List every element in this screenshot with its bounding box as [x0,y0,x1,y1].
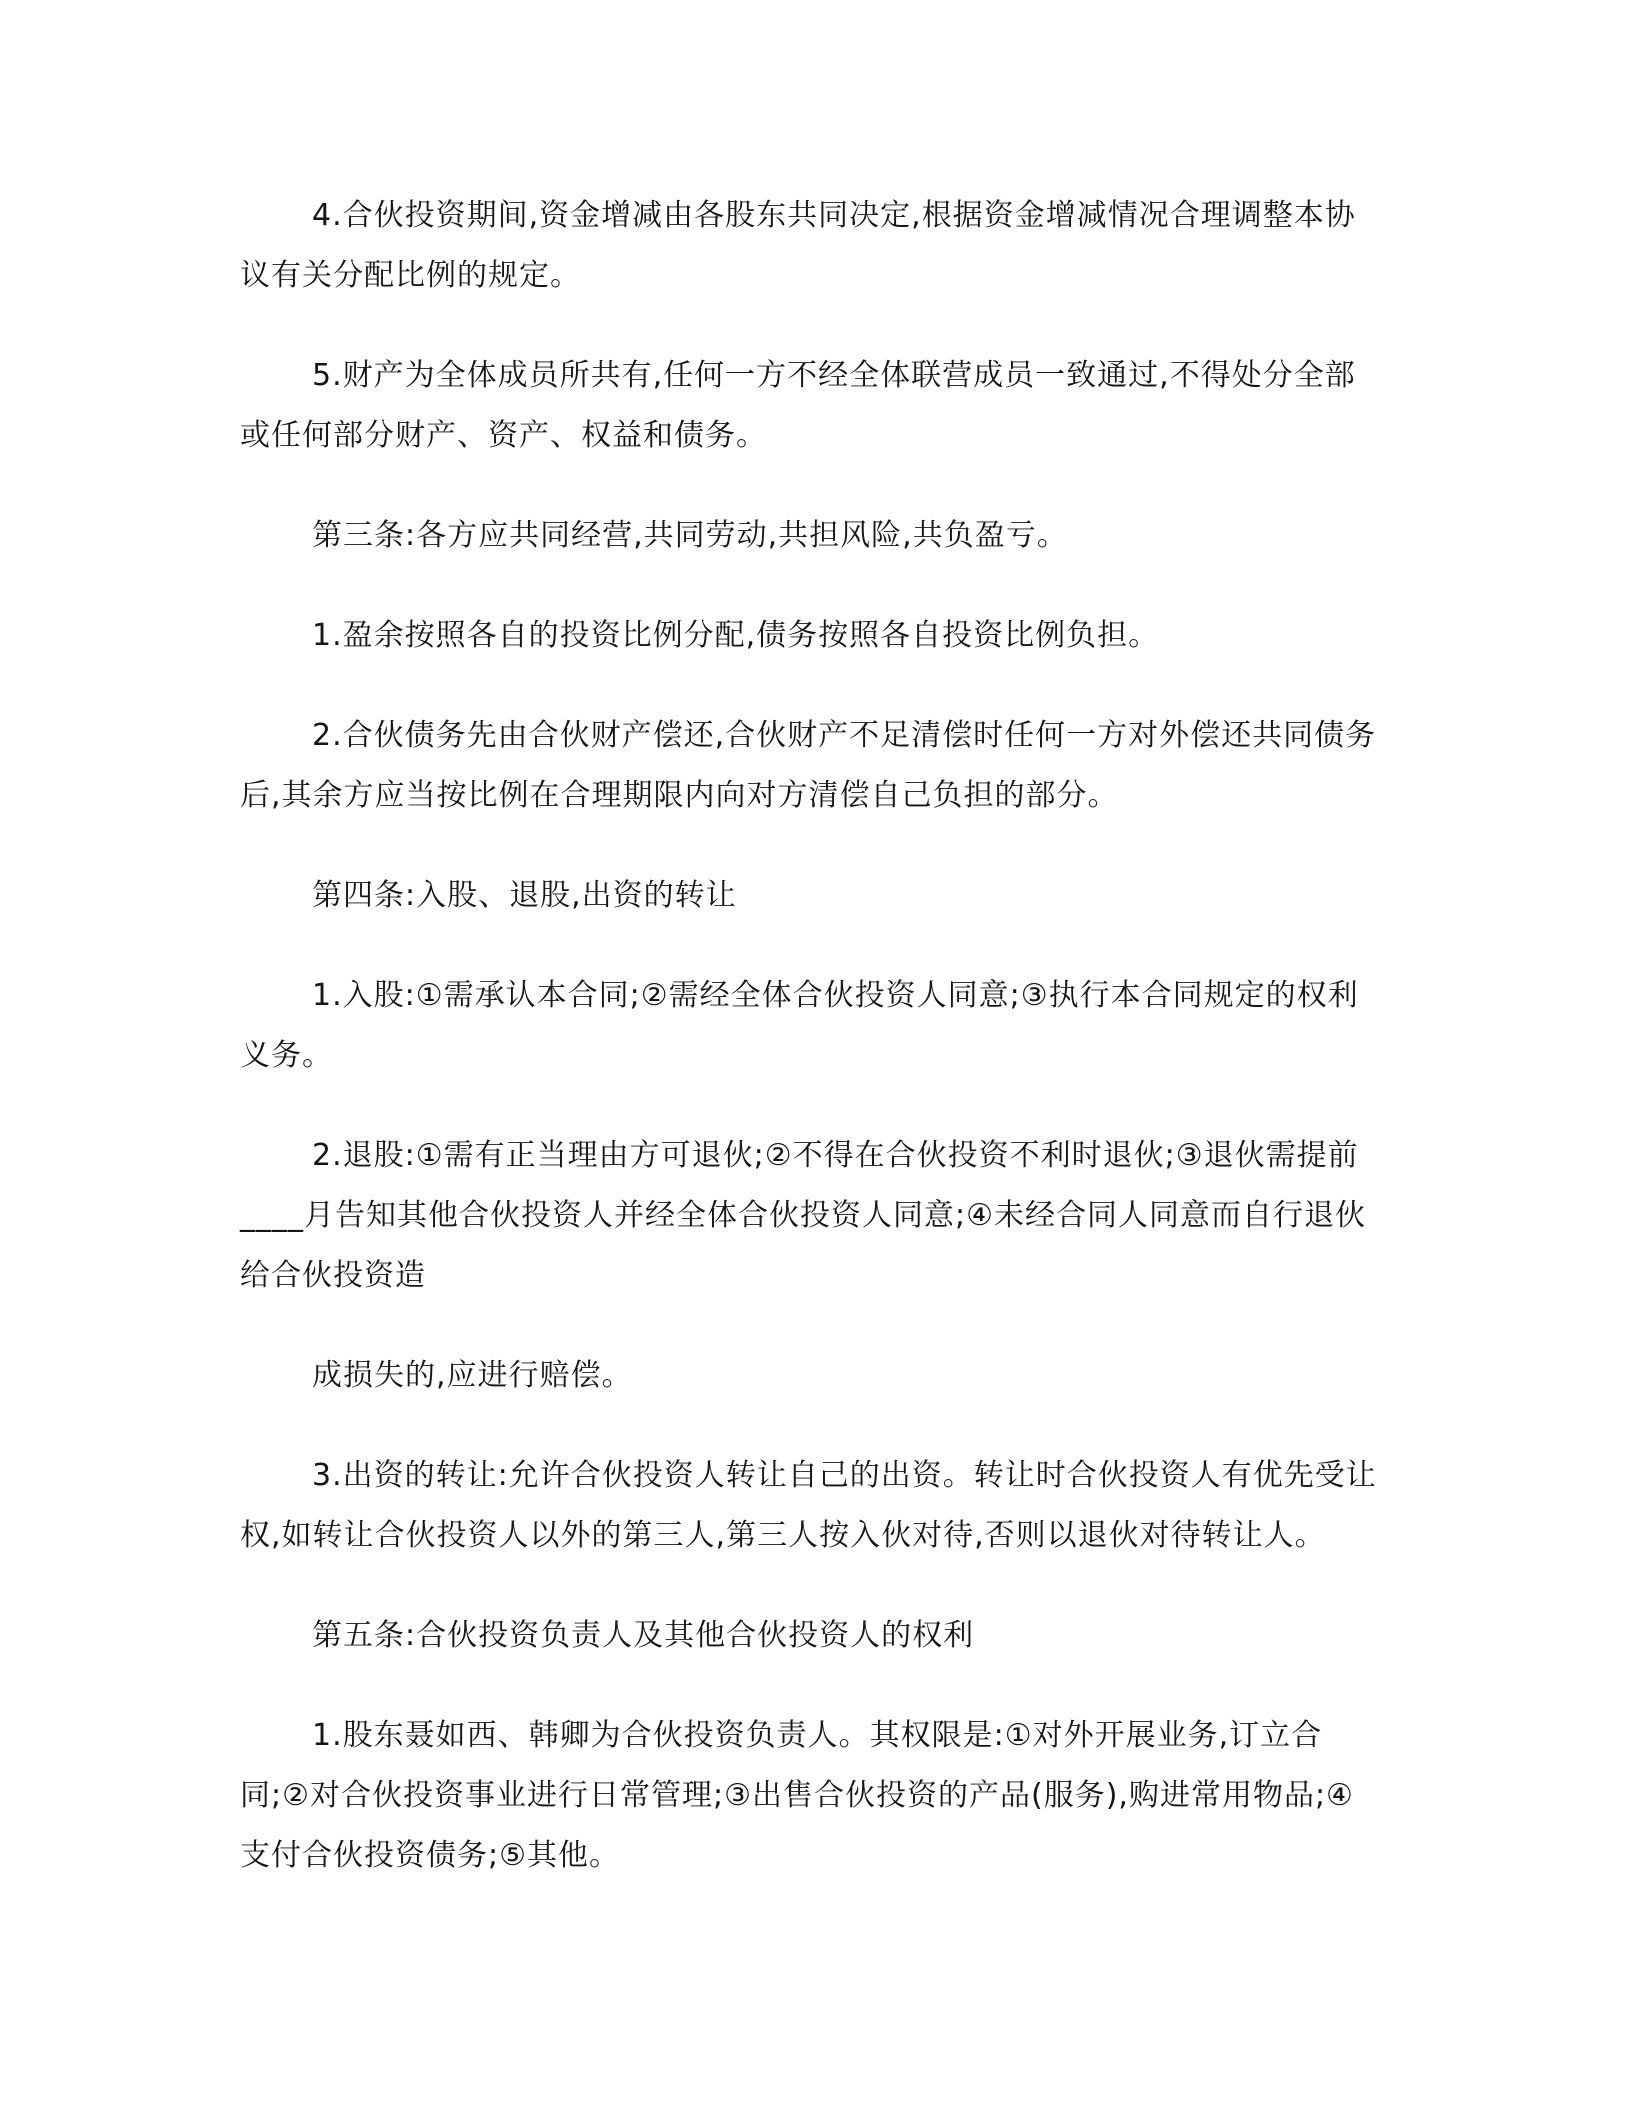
paragraph-9: 1.股东聂如西、韩卿为合伙投资负责人。其权限是:①对外开展业务,订立合同;②对合伙投资事业进行日常管理;③出售合伙投资的产品(服务),购进常用物品;④支付合伙投资债务;⑤其他。 [240,1718,1354,1873]
paragraph-5: 1.入股:①需承认本合同;②需经全体合伙投资人同意;③执行本合同规定的权利义务。 [240,978,1359,1073]
paragraph-1: 4.合伙投资期间,资金增减由各股东共同决定,根据资金增减情况合理调整本协议有关分配比例的规定。 [240,198,1356,293]
paragraph-article-4: 第四条:入股、退股,出资的转让 [312,878,737,913]
paragraph-6: 2.退股:①需有正当理由方可退伙;②不得在合伙投资不利时退伙;③退伙需提前____月告知其他合伙投资人并经全体合伙投资人同意;④未经合同人同意而自行退伙给合伙投资造 [240,1138,1367,1293]
paragraph-3: 1.盈余按照各自的投资比例分配,债务按照各自投资比例负担。 [312,618,1160,653]
paragraph-article-3: 第三条:各方应共同经营,共同劳动,共担风险,共负盈亏。 [312,518,1068,553]
paragraph-article-5: 第五条:合伙投资负责人及其他合伙投资人的权利 [312,1618,975,1653]
paragraph-8: 3.出资的转让:允许合伙投资人转让自己的出资。转让时合伙投资人有优先受让权,如转让合伙投资人以外的第三人,第三人按入伙对待,否则以退伙对待转让人。 [240,1458,1377,1553]
paragraph-4: 2.合伙债务先由合伙财产偿还,合伙财产不足清偿时任何一方对外偿还共同债务后,其余方应当按比例在合理期限内向对方清偿自己负担的部分。 [240,718,1377,813]
paragraph-7: 成损失的,应进行赔偿。 [312,1358,633,1393]
paragraph-2: 5.财产为全体成员所共有,任何一方不经全体联营成员一致通过,不得处分全部或任何部分财产、资产、权益和债务。 [240,358,1356,453]
